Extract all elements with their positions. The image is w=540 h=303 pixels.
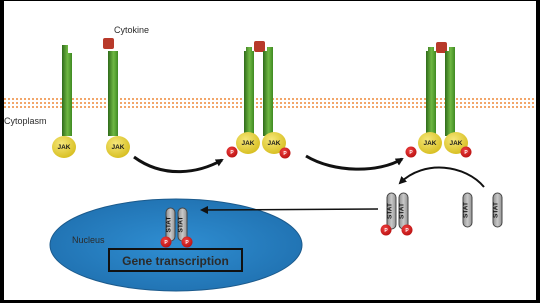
receptor-chain-right	[108, 51, 118, 136]
stat-label: STAT	[177, 216, 185, 233]
receptor-chain-right	[445, 47, 455, 136]
receptor-chain-left	[62, 45, 72, 136]
diagram-panel	[4, 1, 536, 300]
receptor-chain-right	[263, 47, 273, 136]
stat-label: STAT	[386, 202, 394, 220]
gene-transcription-label: Gene transcription	[122, 254, 229, 268]
free-stat-pair	[463, 193, 503, 227]
activation-arrow-1	[134, 157, 222, 172]
phosphate-label: P	[230, 150, 234, 156]
stat-label: STAT	[462, 201, 470, 219]
stat-label: STAT	[398, 202, 406, 220]
jak-label: JAK	[111, 144, 125, 151]
phosphate-label: P	[409, 150, 413, 156]
jak-label: JAK	[449, 140, 463, 147]
nucleus	[50, 199, 302, 291]
nucleus-label: Nucleus	[72, 235, 105, 245]
stat-label: STAT	[492, 201, 500, 219]
phospho-stat-dimer-cytoplasm	[381, 193, 413, 236]
cytoplasm-label: Cytoplasm	[4, 116, 47, 126]
phosphate-label: P	[405, 228, 409, 234]
jak-label: JAK	[423, 140, 437, 147]
stat-recruitment-arrow	[400, 168, 484, 187]
cytokine-icon	[254, 41, 265, 52]
phosphate-label: P	[384, 228, 388, 234]
receptor-stage-1	[52, 38, 130, 158]
nuclear-translocation-arrow	[202, 209, 378, 210]
phosphate-label: P	[185, 240, 189, 246]
receptor-chain-left	[244, 47, 254, 136]
phosphate-label: P	[164, 240, 168, 246]
phosphate-label: P	[464, 150, 468, 156]
jak-label: JAK	[241, 140, 255, 147]
activation-arrow-2	[306, 156, 402, 169]
jak-label: JAK	[57, 144, 71, 151]
phosphate-label: P	[283, 151, 287, 157]
jak-stat-pathway-diagram	[4, 1, 536, 300]
stat-label: STAT	[165, 216, 173, 233]
cytokine-label: Cytokine	[114, 25, 150, 35]
receptor-chain-left	[426, 47, 436, 136]
cytokine-icon	[103, 38, 114, 49]
jak-label: JAK	[267, 140, 281, 147]
